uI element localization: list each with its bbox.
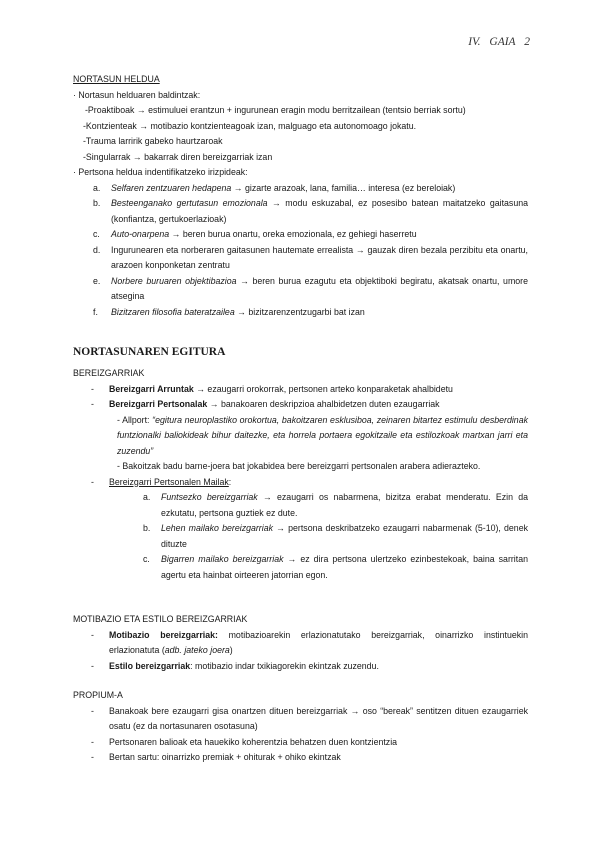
section-title: NORTASUNAREN EGITURA	[73, 346, 226, 358]
level-item: b. Lehen mailako bereizgarriak → pertsona deskribatzeko ezaugarri nabarmenak (5-10), denek dituzte	[143, 523, 528, 549]
allport-quote: - Allport: “egitura neuroplastiko orokortua, bakoitzaren esklusiboa, zeinaren bitartez estimulu desberdinak funtzionalki baliokideak bihur daitezke, eta horrela portaera egokitzaile eta estilozkoak martxan jarri eta zuzendu”	[117, 414, 528, 456]
header-page-number: 2	[524, 36, 530, 48]
propium-item: - Banakoak bere ezaugarri gisa onartzen dituen bereizgarriak → oso “bereak” sentitzen dituen ezaugarriek osatu (ez da nortasunaren osotasuna)	[91, 705, 528, 731]
condition-item: -Singularrak → bakarrak diren bereizgarriak izan	[83, 151, 273, 162]
trait-levels: - Bereizgarri Pertsonalen Mailak:	[91, 476, 232, 487]
criteria-item: e. Norbere buruaren objektibazioa → beren burua ezagutu eta objektiboki begiratu, akatsak onartu, umore atsegina	[93, 275, 528, 301]
condition-item: -Kontzienteak → motibazio kontzienteagoak izan, malguago eta autonomoago jokatu.	[83, 120, 417, 131]
section-propium	[73, 688, 528, 766]
section-motibazio-estilo	[73, 612, 528, 674]
propium-item: - Pertsonaren balioak eta hauekiko koherentzia behatzen duen kontzientzia	[91, 736, 398, 747]
section-nortasun-heldua	[73, 72, 528, 320]
criteria-list	[73, 181, 528, 321]
section-title: MOTIBAZIO ETA ESTILO BEREIZGARRIAK	[73, 614, 248, 624]
criteria-item: d. Ingurunearen eta norberaren gaitasunen hautemate errealista → gauzak diren bezala perzibitu eta onartu, arazoen konponketan zentratu	[93, 244, 528, 270]
subsection-title: BEREIZGARRIAK	[73, 368, 145, 378]
bakoitzak-note: - Bakoitzak badu barne-joera bat jokabidea bere bereizgarri pertsonalen arabera adierazteko.	[117, 461, 481, 471]
section-nortasunaren-egitura	[73, 346, 528, 583]
style-item: - Estilo bereizgarriak: motibazio indar txikiagorekin ekintzak zuzendu.	[91, 660, 379, 671]
criteria-item: a. Selfaren zentzuaren hedapena → gizarte arazoak, lana, familia… interesa (ez bereloiak)	[93, 182, 456, 193]
motivation-item: - Motibazio bereizgarriak: motibazioarekin erlazionatutako bereizgarriak, oinarrizko instintuekin erlazionatuta (adb. jateko joera)	[91, 629, 528, 655]
criteria-item: c. Auto-onarpena → beren burua onartu, oreka emozionala, ez gehiegi haserretu	[93, 229, 417, 239]
page-header	[468, 36, 530, 48]
section-title: PROPIUM-A	[73, 690, 123, 700]
criteria-item: f. Bizitzaren filosofia bateratzailea → bizitzarenzentzugarbi bat izan	[93, 306, 365, 317]
level-item: a. Funtsezko bereizgarriak → ezaugarri os nabarmena, bizitza erabat menderatu. Ezin da ezkutatu, pertsona guztiek ez dute.	[143, 492, 529, 518]
criteria-intro: · Pertsona heldua indentifikatzeko irizpideak:	[73, 167, 248, 177]
header-chapter: IV. GAIA	[468, 36, 516, 48]
condition-item: -Trauma larririk gabeko haurtzaroak	[83, 136, 223, 146]
section-title: NORTASUN HELDUA	[73, 74, 160, 84]
trait-item: - Bereizgarri Pertsonalak → banakoaren deskripzioa ahalbidetzen duten ezaugarriak	[91, 399, 440, 409]
trait-item: - Bereizgarri Arruntak → ezaugarri orokorrak, pertsonen arteko konparaketak ahalbidetu	[91, 383, 453, 394]
condition-item: -Proaktiboak → estimuluei erantzun + ingurunean eragin modu berritzailean (tentsio berriak sortu)	[85, 105, 466, 115]
level-item: c. Bigarren mailako bereizgarriak → ez dira pertsona ulertzeko ezinbestekoak, baina sarritan agertu eta hainbat oirteeren jatorrian egon.	[143, 554, 528, 580]
conditions-intro: · Nortasun helduaren baldintzak:	[73, 89, 201, 100]
propium-item: - Bertan sartu: oinarrizko premiak + ohiturak + ohiko ekintzak	[91, 752, 341, 762]
criteria-item: b. Besteenganako gertutasun emozionala → modu eskuzabal, ez posesibo batean maitatzeko gaitasuna (konfiantza, gertukoerlazioak)	[93, 198, 528, 224]
